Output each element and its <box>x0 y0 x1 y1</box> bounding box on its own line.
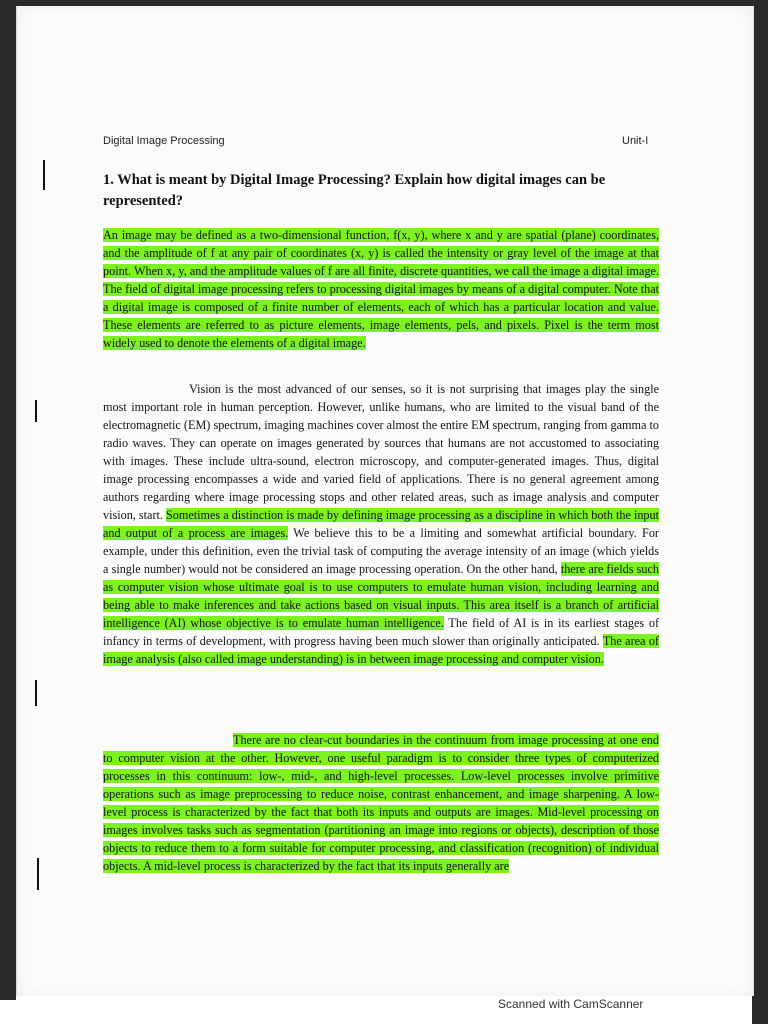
margin-mark <box>35 400 37 422</box>
plain-text: Vision is the most advanced of our senses, so it is not surprising that images play the single most important role in human perception. However, unlike humans, who are limited to the visual band of the electromagnetic (EM) spectrum, imaging machines cover almost the entire EM spectrum, ranging from gamma to radio waves. They can operate on images generated by sources that humans are not accustomed to associating with images. These include ultra-sound, electron microscopy, and computer-generated images. Thus, digital image processing encompasses a wide and varied field of applications. There is no general agreement among authors regarding where image processing stops and other related areas, such as image analysis and computer vision, start. <box>103 382 659 522</box>
scanner-watermark: Scanned with CamScanner <box>498 997 644 1011</box>
highlighted-text: There are no clear-cut boundaries in the continuum from image processing at one end to computer vision at the other. However, one useful paradigm is to consider three types of computerized processes in this continuum: low-, mid-, and high-level processes. Low-level processes involve primitive operations such as image preprocessing to reduce noise, contrast enhancement, and image sharpening. A low-level process is characterized by the fact that both its inputs and outputs are images. Mid-level processing on images involves tasks such as segmentation (partitioning an image into regions or objects), description of those objects to reduce them to a form suitable for computer processing, and classification (recognition) of individual objects. A mid-level process is characterized by the fact that its inputs generally are <box>103 733 659 873</box>
margin-mark <box>43 160 45 190</box>
highlighted-text: Sometimes a distinction is made by defining image processing as a discipline in which both the input and output of a process are images. <box>103 508 659 540</box>
paragraph-vision <box>103 380 659 668</box>
margin-mark <box>37 858 39 890</box>
header-unit: Unit-I <box>622 135 649 147</box>
paragraph-definition <box>103 226 659 352</box>
scan-border-right <box>752 0 768 1024</box>
plain-text: We believe this to be a limiting and somewhat artificial boundary. For example, under this definition, even the trivial task of computing the average intensity of an image (which yields a single number) would not be considered an image processing operation. On the other hand, <box>103 526 659 576</box>
plain-text: The field of AI is in its earliest stages of infancy in terms of development, with progress having been much slower than originally anticipated. <box>103 616 659 648</box>
question-heading: 1. What is meant by Digital Image Processing? Explain how digital images can be represented? <box>103 172 606 209</box>
header-subject: Digital Image Processing <box>103 135 225 147</box>
highlighted-text: An image may be defined as a two-dimensional function, f(x, y), where x and y are spatial (plane) coordinates, and the amplitude of f at any pair of coordinates (x, y) is called the intensity or gray level of the image at that point. When x, y, and the amplitude values of f are all finite, discrete quantities, we call the image a digital image. The field of digital image processing refers to processing digital images by means of a digital computer. Note that a digital image is composed of a finite number of elements, each of which has a particular location and value. These elements are referred to as picture elements, image elements, pels, and pixels. Pixel is the term most widely used to denote the elements of a digital image. <box>103 228 659 350</box>
highlighted-text: there are fields such as computer vision whose ultimate goal is to use computers to emulate human vision, including learning and being able to make inferences and take actions based on visual inputs. This area itself is a branch of artificial intelligence (AI) whose objective is to emulate human intelligence. <box>103 562 660 630</box>
margin-mark <box>35 680 37 706</box>
paragraph-continuum <box>103 731 659 875</box>
highlighted-text: The area of image analysis (also called image understanding) is in between image processing and computer vision. <box>103 634 659 666</box>
scan-border-left <box>0 0 16 1000</box>
